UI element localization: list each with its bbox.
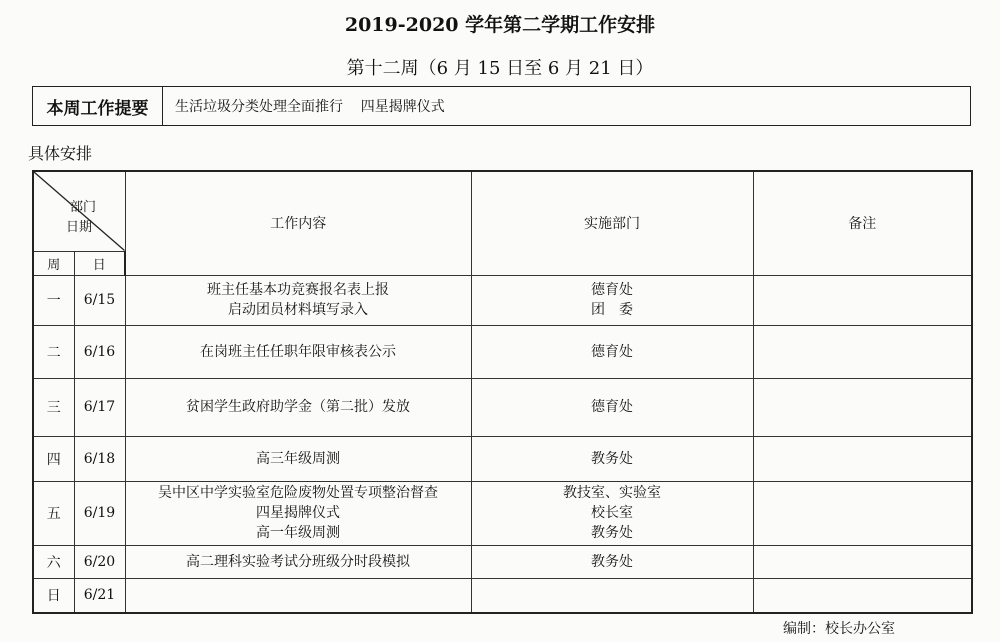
date-cell: 6/19	[74, 481, 125, 545]
header-remarks: 备注	[753, 171, 972, 275]
department-line: 德育处	[591, 399, 633, 415]
content-cell	[125, 275, 471, 325]
date-cell: 6/21	[74, 578, 125, 613]
date-cell: 6/15	[74, 275, 125, 325]
remarks-cell	[753, 578, 972, 613]
content-cell	[125, 436, 471, 481]
department-cell	[471, 578, 753, 613]
corner-dept-label: 部门	[70, 200, 97, 215]
content-cell	[125, 378, 471, 436]
department-cell	[471, 378, 753, 436]
remarks-cell	[753, 481, 972, 545]
table-row	[33, 325, 972, 378]
remarks-cell	[753, 436, 972, 481]
header-content: 工作内容	[125, 171, 471, 275]
content-line: 高一年级周测	[256, 525, 340, 541]
footer-compiler: 编制：校长办公室	[783, 621, 895, 637]
content-cell	[125, 481, 471, 545]
header-department: 实施部门	[471, 171, 753, 275]
table-row	[33, 545, 972, 578]
department-cell	[471, 481, 753, 545]
date-cell: 6/16	[74, 325, 125, 378]
content-cell	[125, 325, 471, 378]
department-line: 校长室	[591, 505, 633, 521]
department-cell	[471, 325, 753, 378]
section-heading: 具体安排	[28, 144, 93, 163]
summary-label: 本周工作提要	[33, 87, 163, 125]
table-row	[33, 378, 972, 436]
content-line: 贫困学生政府助学金（第二批）发放	[186, 399, 410, 415]
week-cell: 四	[33, 436, 74, 481]
week-subtitle: 第十二周（6 月 15 日至 6 月 21 日）	[346, 58, 654, 79]
department-line: 教务处	[591, 525, 633, 541]
department-cell	[471, 275, 753, 325]
date-cell: 6/20	[74, 545, 125, 578]
page-title: 2019-2020 学年第二学期工作安排	[344, 14, 656, 36]
table-row	[33, 275, 972, 325]
week-cell: 五	[33, 481, 74, 545]
week-cell: 三	[33, 378, 74, 436]
department-line: 教务处	[591, 553, 633, 570]
remarks-cell	[753, 275, 972, 325]
remarks-cell	[753, 378, 972, 436]
date-cell: 6/17	[74, 378, 125, 436]
content-line: 班主任基本功竞赛报名表上报	[207, 282, 389, 298]
weekly-summary-box	[32, 86, 971, 126]
table-row	[33, 481, 972, 545]
content-line: 高三年级周测	[256, 450, 340, 467]
remarks-cell	[753, 325, 972, 378]
content-line: 启动团员材料填写录入	[228, 302, 368, 318]
content-line: 吴中区中学实验室危险废物处置专项整治督查	[158, 485, 438, 501]
date-cell: 6/18	[74, 436, 125, 481]
remarks-cell	[753, 545, 972, 578]
header-day: 日	[74, 251, 125, 275]
summary-content: 生活垃圾分类处理全面推行 四星揭牌仪式	[175, 99, 445, 115]
week-cell: 二	[33, 325, 74, 378]
week-cell: 六	[33, 545, 74, 578]
content-cell	[125, 545, 471, 578]
content-cell	[125, 578, 471, 613]
table-row	[33, 436, 972, 481]
corner-header-cell	[33, 171, 125, 251]
content-line: 高二理科实验考试分班级分时段模拟	[186, 553, 410, 570]
header-week: 周	[33, 251, 74, 275]
week-cell: 一	[33, 275, 74, 325]
department-cell	[471, 436, 753, 481]
department-line: 教技室、实验室	[563, 485, 661, 501]
table-row	[33, 578, 972, 613]
schedule-table	[32, 170, 973, 614]
week-cell: 日	[33, 578, 74, 613]
department-line: 德育处	[591, 282, 633, 298]
corner-date-label: 日期	[66, 220, 93, 235]
department-line: 团 委	[591, 302, 633, 318]
content-line: 在岗班主任任职年限审核表公示	[200, 343, 396, 360]
department-line: 教务处	[591, 450, 633, 467]
department-line: 德育处	[591, 343, 633, 360]
content-line: 四星揭牌仪式	[256, 505, 340, 521]
department-cell	[471, 545, 753, 578]
